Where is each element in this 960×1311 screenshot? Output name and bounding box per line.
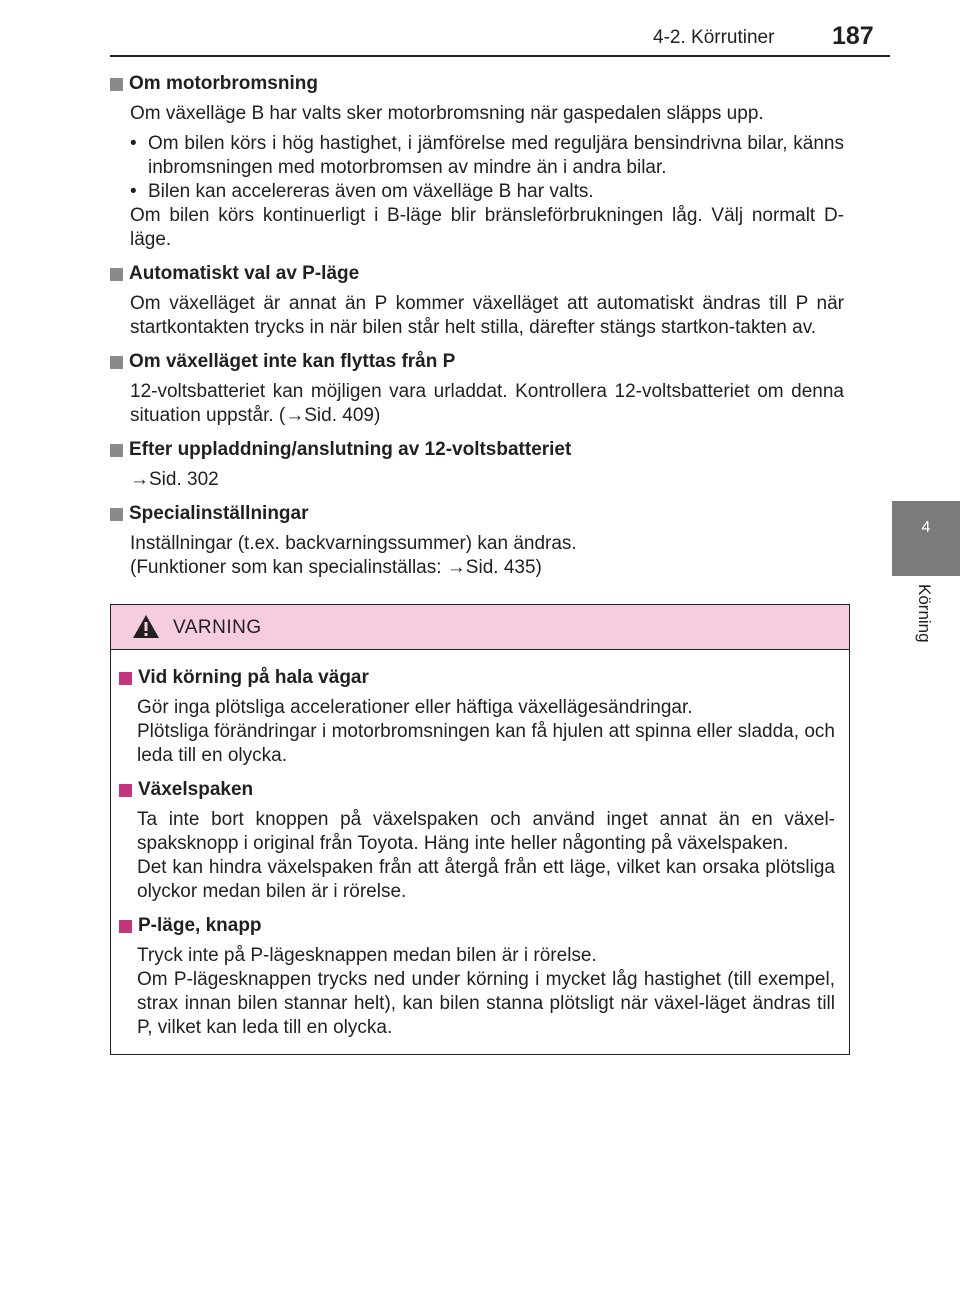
warning-body xyxy=(111,650,849,1040)
page-reference: →Sid. 302 xyxy=(130,469,219,490)
paragraph: Plötsliga förändringar i motorbromsningen kan få hjulen att spinna eller sladda, och leda till en olycka. xyxy=(137,721,835,766)
chapter-section-title: 4-2. Körrutiner xyxy=(653,27,775,48)
square-bullet-icon xyxy=(110,268,123,281)
paragraph: Gör inga plötsliga accelerationer eller häftiga växellägesändringar. xyxy=(137,697,693,718)
paragraph: 12-voltsbatteriet kan möjligen vara urladdat. Kontrollera 12-voltsbatteriet om denna situation uppstår. (→Sid. 409) xyxy=(130,381,844,426)
page-number: 187 xyxy=(832,22,874,50)
main-content xyxy=(110,72,844,590)
section-body xyxy=(110,468,844,492)
chapter-tab-number: 4 xyxy=(921,519,931,536)
square-bullet-icon xyxy=(110,78,123,91)
warning-header xyxy=(111,605,849,650)
square-bullet-icon xyxy=(119,920,132,933)
chapter-label-area xyxy=(892,576,960,686)
warning-box xyxy=(110,604,850,1055)
section-heading xyxy=(110,438,844,462)
section-heading-text: Om växelläget inte kan flyttas från P xyxy=(129,351,456,372)
warning-text xyxy=(119,944,835,1040)
warning-text xyxy=(119,808,835,904)
warning-heading xyxy=(119,778,835,802)
paragraph: Om bilen körs kontinuerligt i B-läge blir bränsleförbrukningen låg. Välj normalt D-läge. xyxy=(130,205,844,250)
chapter-label: Körning xyxy=(915,584,934,643)
warning-title: VARNING xyxy=(173,617,262,638)
section-body xyxy=(110,380,844,428)
section-heading xyxy=(110,350,844,374)
section-body xyxy=(110,292,844,340)
paragraph: Om P-lägesknappen trycks ned under körning i mycket låg hastighet (till exempel, strax innan bilen stannar helt), kan bilen stanna plötsligt när växel-läget ändras till P, vilket kan leda till en olycka. xyxy=(137,969,835,1038)
section-heading xyxy=(110,262,844,286)
section-body xyxy=(110,532,844,580)
paragraph: Tryck inte på P-lägesknappen medan bilen är i rörelse. xyxy=(137,945,597,966)
square-bullet-icon xyxy=(119,672,132,685)
warning-heading-text: Växelspaken xyxy=(138,779,254,800)
square-bullet-icon xyxy=(119,784,132,797)
warning-heading xyxy=(119,914,835,938)
chapter-tab xyxy=(892,501,960,576)
square-bullet-icon xyxy=(110,508,123,521)
section-body xyxy=(110,102,844,252)
warning-text xyxy=(119,696,835,768)
warning-heading xyxy=(119,666,835,690)
warning-heading-text: Vid körning på hala vägar xyxy=(138,667,369,688)
paragraph: Inställningar (t.ex. backvarningssummer) kan ändras. xyxy=(130,533,577,554)
bullet-dot-icon: • xyxy=(130,181,137,202)
section-cannot-shift-from-p xyxy=(110,350,844,428)
bullet-text: Bilen kan accelereras även om växelläge B har valts. xyxy=(148,181,594,202)
paragraph: Om växelläge B har valts sker motorbromsning när gaspedalen släpps upp. xyxy=(130,103,764,124)
warning-section-shift-lever xyxy=(119,778,835,904)
square-bullet-icon xyxy=(110,444,123,457)
section-heading-text: Automatiskt val av P-läge xyxy=(129,263,360,284)
square-bullet-icon xyxy=(110,356,123,369)
bullet-item xyxy=(130,132,844,180)
paragraph: (Funktioner som kan specialinställas: →Sid. 435) xyxy=(130,557,542,578)
warning-section-slippery-roads xyxy=(119,666,835,768)
section-heading-text: Efter uppladdning/anslutning av 12-voltsbatteriet xyxy=(129,439,572,460)
warning-heading-text: P-läge, knapp xyxy=(138,915,262,936)
section-auto-p-mode xyxy=(110,262,844,340)
bullet-text: Om bilen körs i hög hastighet, i jämförelse med reguljära bensindrivna bilar, känns inbromsningen med motorbromsen av mindre än i andra bilar. xyxy=(148,133,844,178)
section-heading-text: Om motorbromsning xyxy=(129,73,318,94)
warning-triangle-icon xyxy=(132,614,160,639)
section-heading xyxy=(110,502,844,526)
bullet-item xyxy=(130,180,844,204)
bullet-dot-icon: • xyxy=(130,133,137,154)
section-customization xyxy=(110,502,844,580)
warning-section-p-button xyxy=(119,914,835,1040)
paragraph: Ta inte bort knoppen på växelspaken och använd inget annat än en växel-spaksknopp i original från Toyota. Häng inte heller någonting på växelspaken. xyxy=(137,809,835,854)
paragraph: Det kan hindra växelspaken från att återgå från ett läge, vilket kan orsaka plötsliga olyckor medan bilen är i rörelse. xyxy=(137,857,835,902)
paragraph: Om växelläget är annat än P kommer växelläget att automatiskt ändras till P när startkontakten trycks in när bilen står helt stilla, därefter stängs startkon-takten av. xyxy=(130,293,844,338)
section-heading xyxy=(110,72,844,96)
header-divider xyxy=(110,55,890,57)
section-engine-braking xyxy=(110,72,844,252)
section-battery-recharge xyxy=(110,438,844,492)
section-heading-text: Specialinställningar xyxy=(129,503,309,524)
